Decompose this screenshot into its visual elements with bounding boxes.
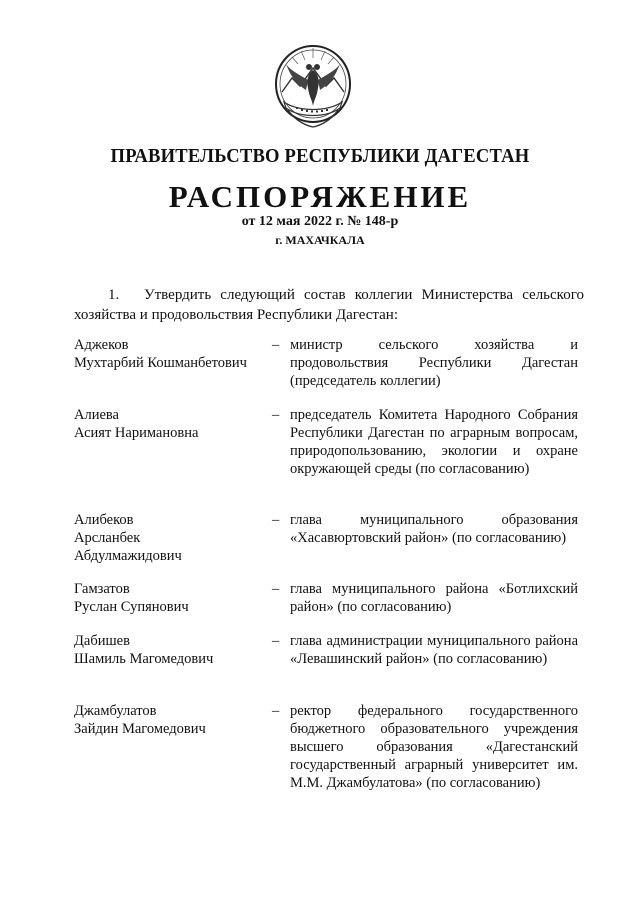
document-city: г. МАХАЧКАЛА <box>275 233 365 247</box>
government-title: ПРАВИТЕЛЬСТВО РЕСПУБЛИКИ ДАГЕСТАН <box>110 145 530 167</box>
member-role: глава муниципального района «Ботлихский район» (по согласованию) <box>290 581 578 615</box>
member-surname: Дабишев <box>74 633 130 649</box>
member-patronymic: Абдулмажидович <box>74 548 182 564</box>
member-given-names: Руслан Супянович <box>74 599 189 615</box>
member-given-names: Мухтарбий Кошманбетович <box>74 355 247 371</box>
member-given-names: Шамиль Магомедович <box>74 651 214 667</box>
member-given-names: Зайдин Магомедович <box>74 721 206 737</box>
member-dash: – <box>272 337 280 353</box>
member-role: министр сельского хозяйства и продовольствия Республики Дагестан (председатель коллегии) <box>290 337 578 389</box>
member-role: председатель Комитета Народного Собрания Республики Дагестан по аграрным вопросам, природопользованию, экологии и охране окружающей среды (по согласованию) <box>290 407 578 477</box>
member-role: ректор федерального государственного бюджетного образовательного учреждения высшего образования «Дагестанский государственный аграрный университет им. М.М. Джамбулатова» (по согласованию) <box>290 703 578 791</box>
item-text: Утвердить следующий состав коллегии Министерства сельского хозяйства и продовольствия Республики Дагестан: <box>74 287 584 323</box>
member-surname: Джамбулатов <box>74 703 157 719</box>
member-dash: – <box>272 633 280 649</box>
coat-of-arms-emblem <box>268 40 358 132</box>
item-number: 1. <box>108 287 120 303</box>
member-dash: – <box>272 581 280 597</box>
member-dash: – <box>272 703 280 719</box>
document-type: РАСПОРЯЖЕНИЕ <box>168 179 472 214</box>
member-given-name: Арсланбек <box>74 530 141 546</box>
member-name <box>74 580 264 616</box>
member-dash: – <box>272 512 280 528</box>
dagestan-coat-of-arms-icon <box>268 40 358 132</box>
member-surname: Аджеков <box>74 337 129 353</box>
member-surname: Алиева <box>74 407 119 423</box>
member-given-names: Асият Наримановна <box>74 425 199 441</box>
member-role: глава администрации муниципального района «Левашинский район» (по согласованию) <box>290 633 578 667</box>
document-date-number: от 12 мая 2022 г. № 148-р <box>241 214 399 229</box>
member-name <box>74 406 264 442</box>
item-paragraph <box>74 285 584 325</box>
member-name <box>74 632 264 668</box>
member-surname: Алибеков <box>74 512 134 528</box>
member-role: глава муниципального образования «Хасавюртовский район» (по согласованию) <box>290 512 578 546</box>
member-dash: – <box>272 407 280 423</box>
member-name <box>74 511 264 565</box>
member-surname: Гамзатов <box>74 581 130 597</box>
member-name <box>74 702 264 738</box>
member-name <box>74 336 264 372</box>
